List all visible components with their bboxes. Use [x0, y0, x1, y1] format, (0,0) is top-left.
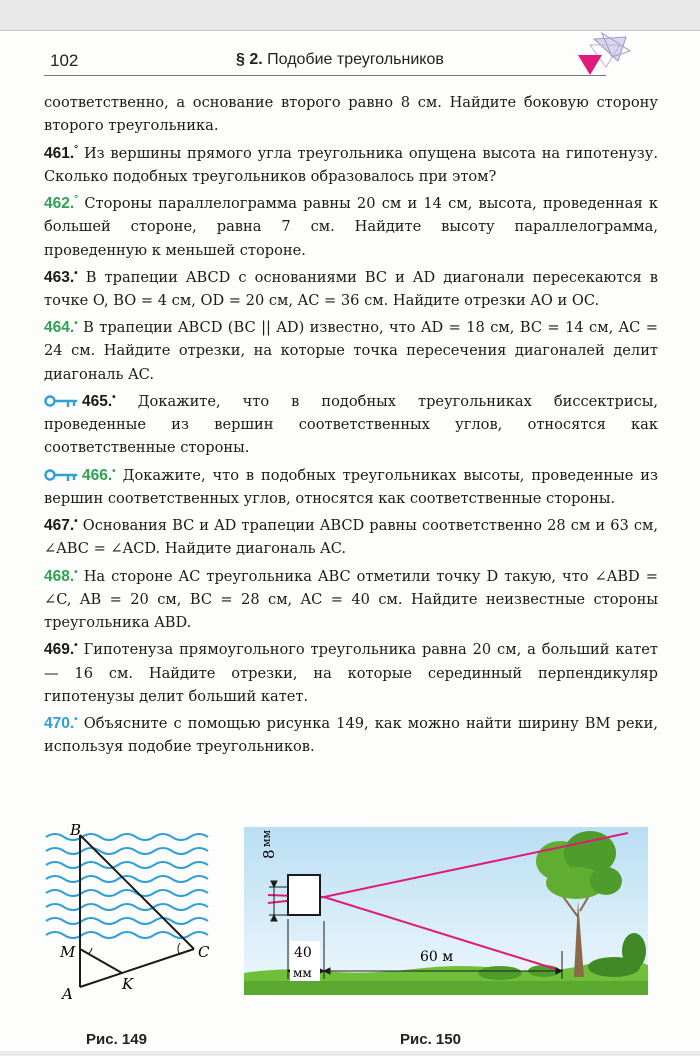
corner-decoration-icon [572, 31, 632, 83]
problem-number: 463. [44, 268, 75, 286]
problem-number: 467. [44, 517, 75, 535]
problem-text: Объясните с помощью рисунка 149, как можно найти ширину BM реки, используя подобие треугольников. [44, 715, 658, 756]
problem-continued [44, 91, 658, 138]
label-8mm-unit: мм [260, 829, 273, 847]
difficulty-marker: • [74, 516, 78, 528]
problem-text: соответственно, а основание второго равно 8 см. Найдите боковую сторону второго треугольника. [44, 94, 658, 135]
problem-number: 470. [44, 715, 75, 733]
key-icon [44, 394, 78, 408]
problem-number: 462. [44, 194, 75, 212]
problem-467 [44, 510, 658, 560]
key-icon [44, 468, 78, 482]
section-title-text: Подобие треугольников [267, 51, 444, 68]
label-60m: 60 м [420, 949, 454, 965]
section-mark: § 2. [236, 51, 263, 68]
problem-number: 461. [44, 144, 75, 162]
textbook-page [0, 30, 700, 1051]
difficulty-marker: • [74, 714, 78, 726]
figure-150 [244, 821, 648, 1017]
difficulty-marker: • [74, 318, 78, 330]
figure-150-caption: Рис. 150 [400, 1031, 461, 1048]
problem-text: На стороне AC треугольника ABC отметили точку D такую, что ∠ABD = ∠C, AB = 20 см, BC = 28 см, AC = 40 см. Найдите неизвестные стороны треугольника ABD. [44, 567, 658, 632]
problem-469 [44, 634, 658, 708]
problem-466 [44, 460, 658, 510]
label-b: B [70, 821, 82, 839]
label-a: A [62, 985, 73, 1001]
problem-number: 464. [44, 319, 75, 337]
problem-465 [44, 386, 658, 460]
river-waves [46, 834, 208, 938]
difficulty-marker: • [74, 566, 78, 578]
problem-text: В трапеции ABCD (BC || AD) известно, что AD = 18 см, BC = 14 см, AC = 24 см. Найдите отрезки, на которые точка пересечения диагоналей делит диагональ AC. [44, 319, 658, 383]
figure-149-caption: Рис. 149 [86, 1031, 147, 1048]
section-title [236, 51, 444, 69]
problem-470 [44, 708, 658, 758]
problem-number: 466. [82, 466, 113, 484]
problem-464 [44, 312, 658, 386]
problem-list [44, 91, 658, 759]
problem-text: Из вершины прямого угла треугольника опущена высота на гипотенузу. Сколько подобных треугольников образовалось при этом? [44, 144, 658, 185]
problem-468 [44, 561, 658, 635]
problem-number: 468. [44, 567, 75, 585]
problem-461 [44, 138, 658, 188]
difficulty-marker: • [112, 392, 116, 403]
problem-text: Докажите, что в подобных треугольниках высоты, проведенные из вершин соответственных углов, относятся как соответственные стороны. [44, 466, 658, 507]
label-k: K [122, 975, 134, 993]
figures [44, 821, 658, 1051]
problem-number: 469. [44, 641, 75, 659]
label-40: 40 [294, 945, 312, 961]
difficulty-marker: ° [74, 194, 79, 206]
problem-text: Гипотенуза прямоугольного треугольника равна 20 см, а больший катет — 16 см. Найдите отрезки, на которые серединный перпендикуляр гипотенузы делит больший катет. [44, 641, 659, 705]
difficulty-marker: • [112, 465, 116, 477]
problem-text: Основания BC и AD трапеции ABCD равны соответственно 28 см и 63 см, ∠ABC = ∠ACD. Найдите диагональ AC. [44, 517, 658, 558]
problem-number: 465. [82, 392, 113, 410]
measuring-frame [288, 875, 320, 915]
problem-text: Стороны параллелограмма равны 20 см и 14 см, высота, проведенная к большей стороне, равна 7 см. Найдите высоту параллелограмма, проведенную к меньшей стороне. [44, 194, 658, 259]
figure-149 [44, 821, 234, 1001]
ground [244, 981, 648, 995]
page-number: 102 [50, 51, 79, 70]
problem-text: Докажите, что в подобных треугольниках биссектрисы, проведенные из вершин соответственных углов, относятся как соответственные стороны. [44, 392, 658, 457]
label-40-unit: мм [293, 966, 312, 980]
difficulty-marker: ° [74, 143, 79, 155]
label-c: C [198, 943, 210, 961]
difficulty-marker: • [74, 640, 78, 652]
problem-462 [44, 188, 658, 262]
difficulty-marker: • [74, 267, 78, 279]
problem-463 [44, 262, 658, 312]
label-m: M [60, 943, 76, 961]
problem-text: В трапеции ABCD с основаниями BC и AD диагонали пересекаются в точке O, BO = 4 см, OD = 20 см, AC = 36 см. Найдите отрезки AO и OC. [44, 268, 658, 309]
header-rule [44, 75, 606, 76]
label-8mm-number: 8 [260, 849, 278, 859]
